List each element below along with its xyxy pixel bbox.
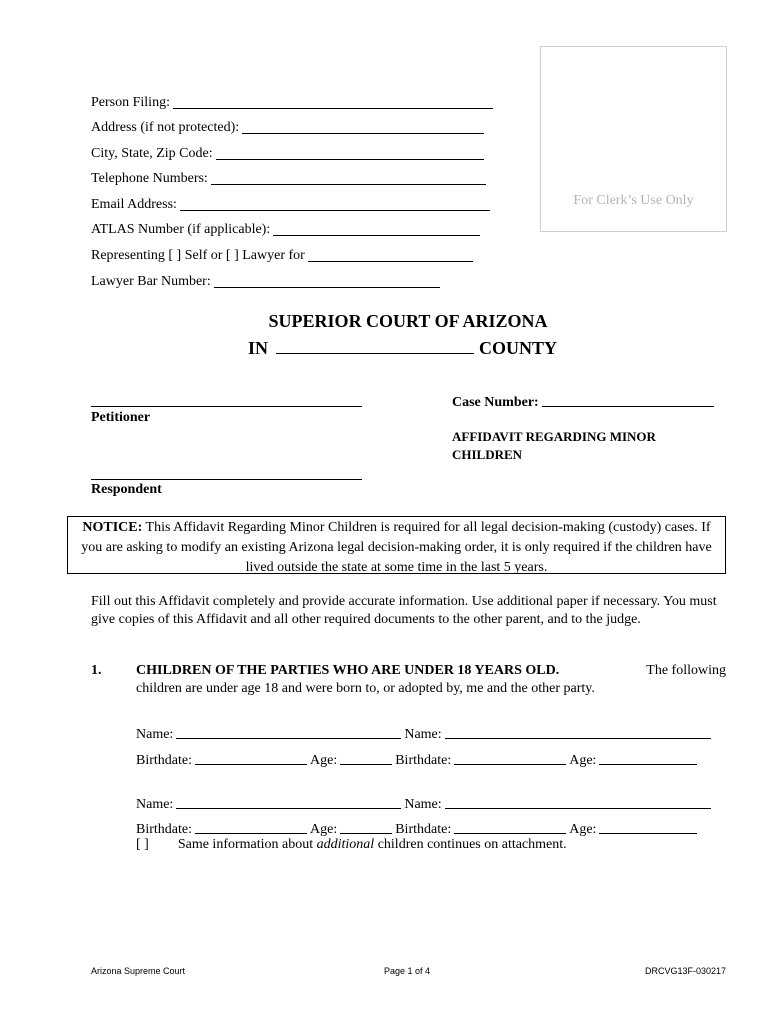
child-4-age-line[interactable]: [599, 832, 697, 834]
section-heading: [136, 663, 726, 679]
field-city-state-zip[interactable]: [91, 144, 484, 164]
field-label: Representing [ ] Self or [ ] Lawyer for: [91, 248, 305, 263]
additional-italic: additional: [316, 837, 375, 852]
field-line[interactable]: [216, 158, 484, 160]
county-prefix: IN: [248, 338, 269, 358]
field-label: Address (if not protected):: [91, 120, 240, 135]
birthdate-label: Birthdate:: [136, 753, 192, 768]
field-representing[interactable]: [91, 246, 473, 266]
additional-suffix: children continues on attachment.: [377, 837, 567, 852]
footer-page-number: Page 1 of 4: [384, 966, 431, 976]
birthdate-label: Birthdate:: [136, 822, 192, 837]
footer-left: Arizona Supreme Court: [91, 966, 186, 976]
notice-box: [67, 516, 726, 574]
notice-label: NOTICE:: [82, 520, 143, 535]
petitioner-label: Petitioner: [91, 410, 151, 425]
section-number: 1.: [91, 663, 102, 678]
respondent-line[interactable]: [91, 479, 362, 480]
field-label: Person Filing:: [91, 95, 170, 110]
age-label: Age:: [569, 753, 597, 768]
child-name-row-2[interactable]: [136, 793, 714, 813]
case-number-line[interactable]: [542, 405, 714, 407]
child-3-age-line[interactable]: [340, 832, 392, 834]
field-person-filing[interactable]: [91, 93, 493, 113]
field-email[interactable]: [91, 195, 490, 215]
additional-children-row: [136, 837, 567, 853]
child-2-age-line[interactable]: [599, 763, 697, 765]
respondent-label: Respondent: [91, 482, 162, 497]
field-lawyer-bar-number[interactable]: [91, 272, 440, 292]
field-address[interactable]: [91, 118, 484, 138]
field-line[interactable]: [173, 107, 493, 109]
clerk-use-box: [540, 46, 727, 232]
child-name-row-1[interactable]: [136, 723, 714, 743]
section-subtext: children are under age 18 and were born to, or adopted by, me and the other party.: [136, 681, 595, 696]
child-birth-row-2[interactable]: [136, 818, 700, 838]
petitioner-line[interactable]: [91, 406, 362, 407]
field-label: Telephone Numbers:: [91, 171, 208, 186]
case-number-label: Case Number:: [452, 395, 539, 410]
age-label: Age:: [310, 753, 338, 768]
field-line[interactable]: [214, 286, 440, 288]
section-heading-rest: The following: [646, 663, 726, 678]
child-birth-row-1[interactable]: [136, 749, 700, 769]
field-label: Lawyer Bar Number:: [91, 274, 211, 289]
name-label: Name:: [404, 797, 442, 812]
field-telephone[interactable]: [91, 169, 486, 189]
county-blank[interactable]: [276, 352, 474, 354]
child-1-name-line[interactable]: [176, 737, 401, 739]
county-suffix: COUNTY: [479, 338, 558, 358]
case-number-field[interactable]: [452, 391, 717, 411]
field-label: ATLAS Number (if applicable):: [91, 222, 271, 237]
field-line[interactable]: [242, 132, 484, 134]
name-label: Name:: [404, 727, 442, 742]
court-title: SUPERIOR COURT OF ARIZONA: [268, 311, 548, 331]
county-line[interactable]: [248, 335, 557, 359]
clerk-use-label: For Clerk’s Use Only: [573, 193, 694, 208]
field-line[interactable]: [180, 209, 490, 211]
name-label: Name:: [136, 797, 174, 812]
field-atlas-number[interactable]: [91, 220, 480, 240]
child-2-birthdate-line[interactable]: [454, 763, 566, 765]
child-2-name-line[interactable]: [445, 737, 711, 739]
additional-checkbox[interactable]: [ ]: [136, 837, 149, 852]
field-label: City, State, Zip Code:: [91, 146, 213, 161]
form-title-line2: CHILDREN: [452, 447, 523, 462]
field-line[interactable]: [308, 260, 473, 262]
child-4-birthdate-line[interactable]: [454, 832, 566, 834]
birthdate-label: Birthdate:: [395, 753, 452, 768]
age-label: Age:: [569, 822, 597, 837]
instructions-text: Fill out this Affidavit completely and provide accurate information. Use additional paper if necessary. You must give copies of this Affidavit and all other required documents to the other parent, and to the judge.: [91, 594, 717, 627]
child-1-birthdate-line[interactable]: [195, 763, 307, 765]
child-3-birthdate-line[interactable]: [195, 832, 307, 834]
name-label: Name:: [136, 727, 174, 742]
age-label: Age:: [310, 822, 338, 837]
field-label: Email Address:: [91, 197, 177, 212]
form-title: [452, 428, 656, 464]
child-1-age-line[interactable]: [340, 763, 392, 765]
field-line[interactable]: [273, 234, 480, 236]
birthdate-label: Birthdate:: [395, 822, 452, 837]
field-line[interactable]: [211, 183, 486, 185]
child-3-name-line[interactable]: [176, 807, 401, 809]
footer-form-code: DRCVG13F-030217: [645, 966, 727, 976]
additional-prefix: Same information about: [177, 837, 314, 852]
section-heading-text: CHILDREN OF THE PARTIES WHO ARE UNDER 18 YEARS OLD.: [136, 663, 560, 678]
notice-text: This Affidavit Regarding Minor Children is required for all legal decision-making (custody) cases. If you are asking to modify an existing Arizona legal decision-making order, it is only required if the children have lived outside the state at some time in the last 5 years.: [81, 520, 712, 575]
child-4-name-line[interactable]: [445, 807, 711, 809]
form-title-line1: AFFIDAVIT REGARDING MINOR: [452, 429, 656, 444]
